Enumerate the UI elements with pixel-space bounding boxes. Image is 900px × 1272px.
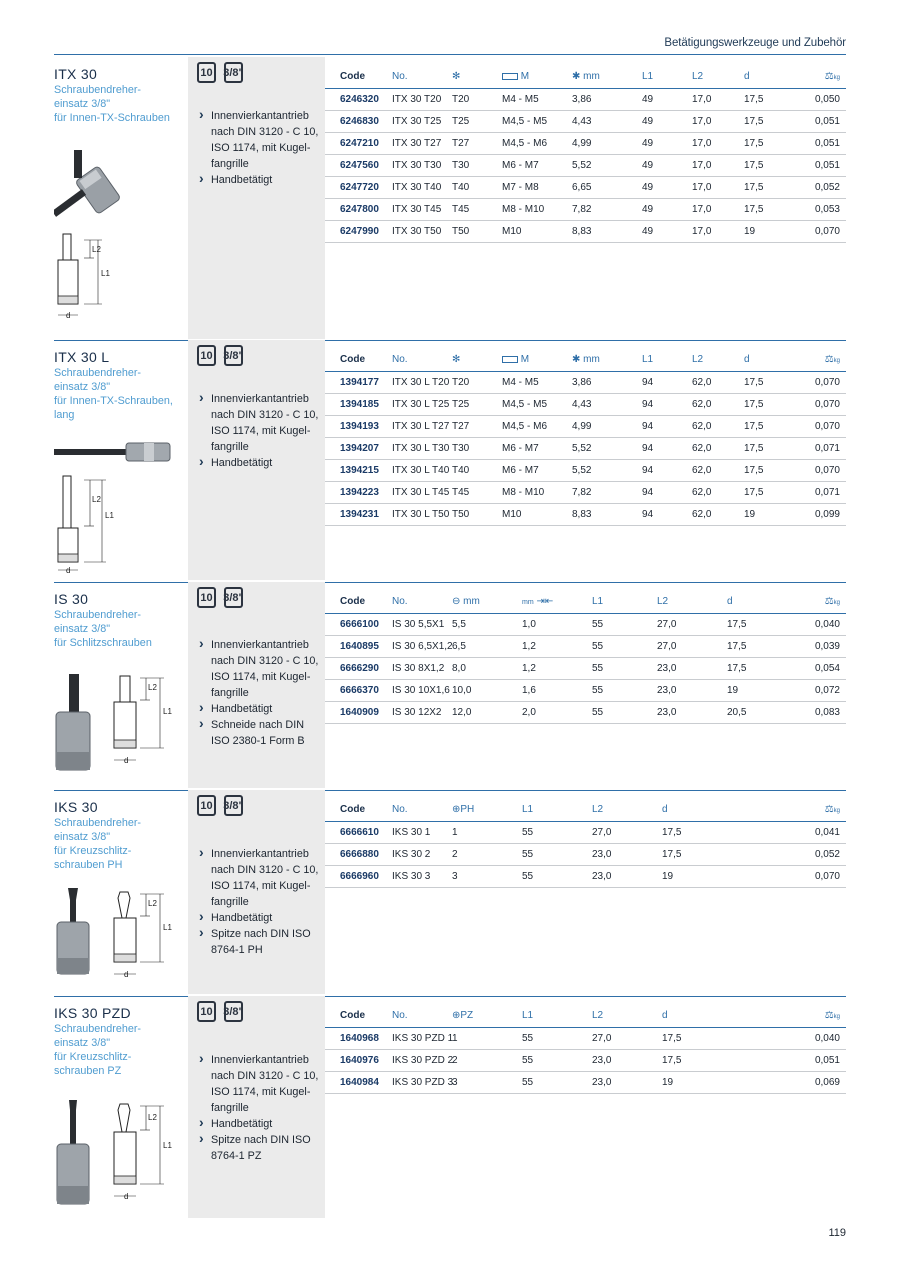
section-iks-30 bbox=[54, 790, 846, 994]
table-header bbox=[325, 349, 846, 371]
col-thread: M bbox=[487, 349, 557, 371]
feature-item: › Handbetätigt bbox=[199, 1116, 325, 1132]
feature-item: › Innenvierkantantrieb nach DIN 3120 - C 10, ISO 1174, mit Kugel-fangrille bbox=[199, 391, 325, 455]
size-10-icon: 10 bbox=[197, 587, 216, 608]
thickness-icon: ⇥⇤ bbox=[536, 596, 554, 608]
col-l1: L1 bbox=[627, 66, 677, 88]
table-row: 1394177 ITX 30 L T20 T20 M4 - M5 3,86 94 62,0 17,5 0,070 bbox=[325, 371, 846, 393]
table-row: 1394207 ITX 30 L T30 T30 M6 - M7 5,52 94 62,0 17,5 0,071 bbox=[325, 437, 846, 459]
feature-item: › Innenvierkantantrieb nach DIN 3120 - C 10, ISO 1174, mit Kugel-fangrille bbox=[199, 108, 325, 172]
product-description: Schraubendreher- einsatz 3/8" für Kreuzschlitz- schrauben PZ bbox=[54, 1023, 142, 1077]
slot-icon: ⊖ bbox=[452, 596, 461, 608]
feature-item: › Innenvierkantantrieb nach DIN 3120 - C 10, ISO 1174, mit Kugel-fangrille bbox=[199, 637, 325, 701]
col-blade-width: ⊖ mm bbox=[437, 591, 507, 613]
table-row: 1394193 ITX 30 L T27 T27 M4,5 - M6 4,99 94 62,0 17,5 0,070 bbox=[325, 415, 846, 437]
col-code: Code bbox=[325, 66, 377, 88]
table-row: 1640895 IS 30 6,5X1,2 6,5 1,2 55 27,0 17,5 0,039 bbox=[325, 635, 846, 657]
col-no: No. bbox=[377, 66, 437, 88]
table-row: 6246830 ITX 30 T25 T25 M4,5 - M5 4,43 49 17,0 17,5 0,051 bbox=[325, 110, 846, 132]
feature-list bbox=[199, 1052, 325, 1164]
star-icon: ✱ bbox=[572, 71, 581, 83]
table-row: 6247990 ITX 30 T50 T50 M10 8,83 49 17,0 19 0,070 bbox=[325, 220, 846, 242]
page-number: 119 bbox=[828, 1227, 846, 1239]
col-l1: L1 bbox=[507, 799, 577, 821]
section-itx-30-l bbox=[54, 340, 846, 580]
feature-item: › Handbetätigt bbox=[199, 701, 325, 717]
col-weight: ⚖kg bbox=[737, 799, 846, 821]
table-row: 6247560 ITX 30 T30 T30 M6 - M7 5,52 49 17,0 17,5 0,051 bbox=[325, 154, 846, 176]
label-d: d bbox=[66, 566, 71, 574]
table-row: 6666290 IS 30 8X1,2 8,0 1,2 55 23,0 17,5 0,054 bbox=[325, 657, 846, 679]
feature-item: › Innenvierkantantrieb nach DIN 3120 - C 10, ISO 1174, mit Kugel-fangrille bbox=[199, 846, 325, 910]
col-d: d bbox=[647, 799, 737, 821]
col-code: Code bbox=[325, 591, 377, 613]
product-description: Schraubendreher- einsatz 3/8" für Schlitzschrauben bbox=[54, 609, 152, 649]
product-photo bbox=[54, 439, 184, 469]
product-info bbox=[54, 790, 188, 994]
screw-icon bbox=[502, 73, 518, 80]
table-row: 1394231 ITX 30 L T50 T50 M10 8,83 94 62,0 19 0,099 bbox=[325, 503, 846, 525]
spec-table bbox=[325, 996, 846, 1218]
col-code: Code bbox=[325, 349, 377, 371]
col-torx-size bbox=[437, 349, 487, 371]
table-row: 6247210 ITX 30 T27 T27 M4,5 - M6 4,99 49 17,0 17,5 0,051 bbox=[325, 132, 846, 154]
drive-3-8-icon: 3/8" bbox=[224, 62, 243, 83]
torx-icon: ✻ bbox=[452, 354, 461, 366]
star-icon: ✱ bbox=[572, 354, 581, 366]
col-code: Code bbox=[325, 1005, 377, 1027]
label-l1: L1 bbox=[163, 923, 172, 932]
dimension-drawing bbox=[110, 674, 190, 768]
product-name: IKS 30 bbox=[54, 799, 98, 815]
scale-icon: ⚖ bbox=[824, 596, 834, 608]
product-photo bbox=[54, 142, 144, 222]
section-is-30 bbox=[54, 582, 846, 788]
label-l2: L2 bbox=[148, 1113, 157, 1122]
feature-item: › Schneide nach DIN ISO 2380-1 Form B bbox=[199, 717, 325, 749]
label-d: d bbox=[124, 756, 129, 765]
col-no: No. bbox=[377, 591, 437, 613]
product-description: Schraubendreher- einsatz 3/8" für Innen-TX-Schrauben bbox=[54, 84, 170, 124]
table-header bbox=[325, 591, 846, 613]
table-row: 6247800 ITX 30 T45 T45 M8 - M10 7,82 49 17,0 17,5 0,053 bbox=[325, 198, 846, 220]
table-row: 6666370 IS 30 10X1,6 10,0 1,6 55 23,0 19 0,072 bbox=[325, 679, 846, 701]
product-info bbox=[54, 340, 188, 580]
table-header bbox=[325, 66, 846, 88]
table-row: 6666880 IKS 30 2 2 55 23,0 17,5 0,052 bbox=[325, 843, 846, 865]
col-l1: L1 bbox=[507, 1005, 577, 1027]
col-no: No. bbox=[377, 1005, 437, 1027]
table-row: 1394223 ITX 30 L T45 T45 M8 - M10 7,82 94 62,0 17,5 0,071 bbox=[325, 481, 846, 503]
col-torx-size bbox=[437, 66, 487, 88]
spec-table bbox=[325, 790, 846, 994]
drive-3-8-icon: 3/8" bbox=[224, 345, 243, 366]
col-no: No. bbox=[377, 799, 437, 821]
scale-icon: ⚖ bbox=[824, 71, 834, 83]
feature-item: › Innenvierkantantrieb nach DIN 3120 - C 10, ISO 1174, mit Kugel-fangrille bbox=[199, 1052, 325, 1116]
col-d: d bbox=[647, 1005, 737, 1027]
screw-icon bbox=[502, 356, 518, 363]
size-10-icon: 10 bbox=[197, 62, 216, 83]
col-l2: L2 bbox=[577, 799, 647, 821]
feature-item: › Spitze nach DIN ISO 8764-1 PZ bbox=[199, 1132, 325, 1164]
product-info bbox=[54, 57, 188, 339]
features-panel bbox=[188, 340, 325, 580]
col-no: No. bbox=[377, 349, 437, 371]
label-d: d bbox=[66, 311, 71, 320]
col-thread: M bbox=[487, 66, 557, 88]
col-weight: ⚖kg bbox=[737, 1005, 846, 1027]
table-row: 1640968 IKS 30 PZD 1 1 55 27,0 17,5 0,040 bbox=[325, 1027, 846, 1049]
label-l1: L1 bbox=[163, 707, 172, 716]
product-name: ITX 30 bbox=[54, 66, 98, 82]
col-l2: L2 bbox=[642, 591, 712, 613]
features-panel bbox=[188, 790, 325, 994]
feature-item: › Spitze nach DIN ISO 8764-1 PH bbox=[199, 926, 325, 958]
pozidriv-icon: ⊕ bbox=[452, 1010, 461, 1022]
feature-item: › Handbetätigt bbox=[199, 172, 325, 188]
table-header bbox=[325, 1005, 846, 1027]
col-tip-mm: ✱ mm bbox=[557, 66, 627, 88]
table-header bbox=[325, 799, 846, 821]
col-d: d bbox=[729, 349, 791, 371]
feature-list bbox=[199, 391, 325, 471]
label-l2: L2 bbox=[92, 245, 101, 254]
table-row: 6246320 ITX 30 T20 T20 M4 - M5 3,86 49 17,0 17,5 0,050 bbox=[325, 88, 846, 110]
feature-item: › Handbetätigt bbox=[199, 455, 325, 471]
product-photo bbox=[54, 672, 94, 774]
scale-icon: ⚖ bbox=[824, 1010, 834, 1022]
table-row: 6247720 ITX 30 T40 T40 M7 - M8 6,65 49 17,0 17,5 0,052 bbox=[325, 176, 846, 198]
size-10-icon: 10 bbox=[197, 795, 216, 816]
product-name: IS 30 bbox=[54, 591, 89, 607]
dimension-drawing bbox=[54, 474, 134, 574]
product-name: ITX 30 L bbox=[54, 349, 110, 365]
col-code: Code bbox=[325, 799, 377, 821]
table-row: 1640984 IKS 30 PZD 3 3 55 23,0 19 0,069 bbox=[325, 1071, 846, 1093]
scale-icon: ⚖ bbox=[824, 354, 834, 366]
table-row: 1394185 ITX 30 L T25 T25 M4,5 - M5 4,43 94 62,0 17,5 0,070 bbox=[325, 393, 846, 415]
spec-table bbox=[325, 57, 846, 339]
table-row: 1640976 IKS 30 PZD 2 2 55 23,0 17,5 0,051 bbox=[325, 1049, 846, 1071]
phillips-icon: ⊕ bbox=[452, 804, 461, 816]
page-header-title: Betätigungswerkzeuge und Zubehör bbox=[664, 37, 846, 49]
table-row: 6666610 IKS 30 1 1 55 27,0 17,5 0,041 bbox=[325, 821, 846, 843]
section-itx-30 bbox=[54, 57, 846, 339]
table-row: 6666960 IKS 30 3 3 55 23,0 19 0,070 bbox=[325, 865, 846, 887]
spec-table bbox=[325, 340, 846, 580]
spec-table bbox=[325, 582, 846, 788]
table-row: 1394215 ITX 30 L T40 T40 M6 - M7 5,52 94 62,0 17,5 0,070 bbox=[325, 459, 846, 481]
product-description: Schraubendreher- einsatz 3/8" für Innen-TX-Schrauben, lang bbox=[54, 367, 173, 421]
col-l1: L1 bbox=[627, 349, 677, 371]
product-description: Schraubendreher- einsatz 3/8" für Kreuzschlitz- schrauben PH bbox=[54, 817, 142, 871]
scale-icon: ⚖ bbox=[824, 804, 834, 816]
dimension-drawing bbox=[54, 232, 134, 324]
table-row: 6666100 IS 30 5,5X1 5,5 1,0 55 27,0 17,5 0,040 bbox=[325, 613, 846, 635]
section-iks-30-pzd bbox=[54, 996, 846, 1218]
label-l2: L2 bbox=[92, 495, 101, 504]
col-weight: ⚖kg bbox=[782, 591, 846, 613]
col-tip-mm: ✱ mm bbox=[557, 349, 627, 371]
col-l2: L2 bbox=[677, 66, 729, 88]
col-ph-size: ⊕PH bbox=[437, 799, 507, 821]
features-panel bbox=[188, 57, 325, 339]
col-weight: ⚖kg bbox=[791, 66, 846, 88]
col-l1: L1 bbox=[577, 591, 642, 613]
feature-item: › Handbetätigt bbox=[199, 910, 325, 926]
feature-list bbox=[199, 637, 325, 749]
label-l1: L1 bbox=[101, 269, 110, 278]
label-l1: L1 bbox=[105, 511, 114, 520]
feature-list bbox=[199, 846, 325, 958]
label-l2: L2 bbox=[148, 899, 157, 908]
dimension-drawing bbox=[110, 890, 190, 980]
drive-3-8-icon: 3/8" bbox=[224, 587, 243, 608]
features-panel bbox=[188, 996, 325, 1218]
dimension-drawing bbox=[110, 1102, 190, 1202]
label-l2: L2 bbox=[148, 683, 157, 692]
feature-list bbox=[199, 108, 325, 188]
label-d: d bbox=[124, 1192, 129, 1201]
label-d: d bbox=[124, 970, 129, 979]
label-l1: L1 bbox=[163, 1141, 172, 1150]
product-photo bbox=[54, 886, 94, 978]
table-row: 1640909 IS 30 12X2 12,0 2,0 55 23,0 20,5 0,083 bbox=[325, 701, 846, 723]
drive-3-8-icon: 3/8" bbox=[224, 795, 243, 816]
header-rule bbox=[54, 54, 846, 55]
product-name: IKS 30 PZD bbox=[54, 1005, 131, 1021]
product-info bbox=[54, 996, 188, 1218]
product-info bbox=[54, 582, 188, 788]
col-d: d bbox=[712, 591, 782, 613]
col-l2: L2 bbox=[677, 349, 729, 371]
col-l2: L2 bbox=[577, 1005, 647, 1027]
col-d: d bbox=[729, 66, 791, 88]
size-10-icon: 10 bbox=[197, 345, 216, 366]
size-10-icon: 10 bbox=[197, 1001, 216, 1022]
torx-icon: ✻ bbox=[452, 71, 461, 83]
product-photo bbox=[54, 1098, 94, 1208]
col-weight: ⚖kg bbox=[791, 349, 846, 371]
col-pz-size: ⊕PZ bbox=[437, 1005, 507, 1027]
col-blade-thickness: mm ⇥⇤ bbox=[507, 591, 577, 613]
features-panel bbox=[188, 582, 325, 788]
drive-3-8-icon: 3/8" bbox=[224, 1001, 243, 1022]
